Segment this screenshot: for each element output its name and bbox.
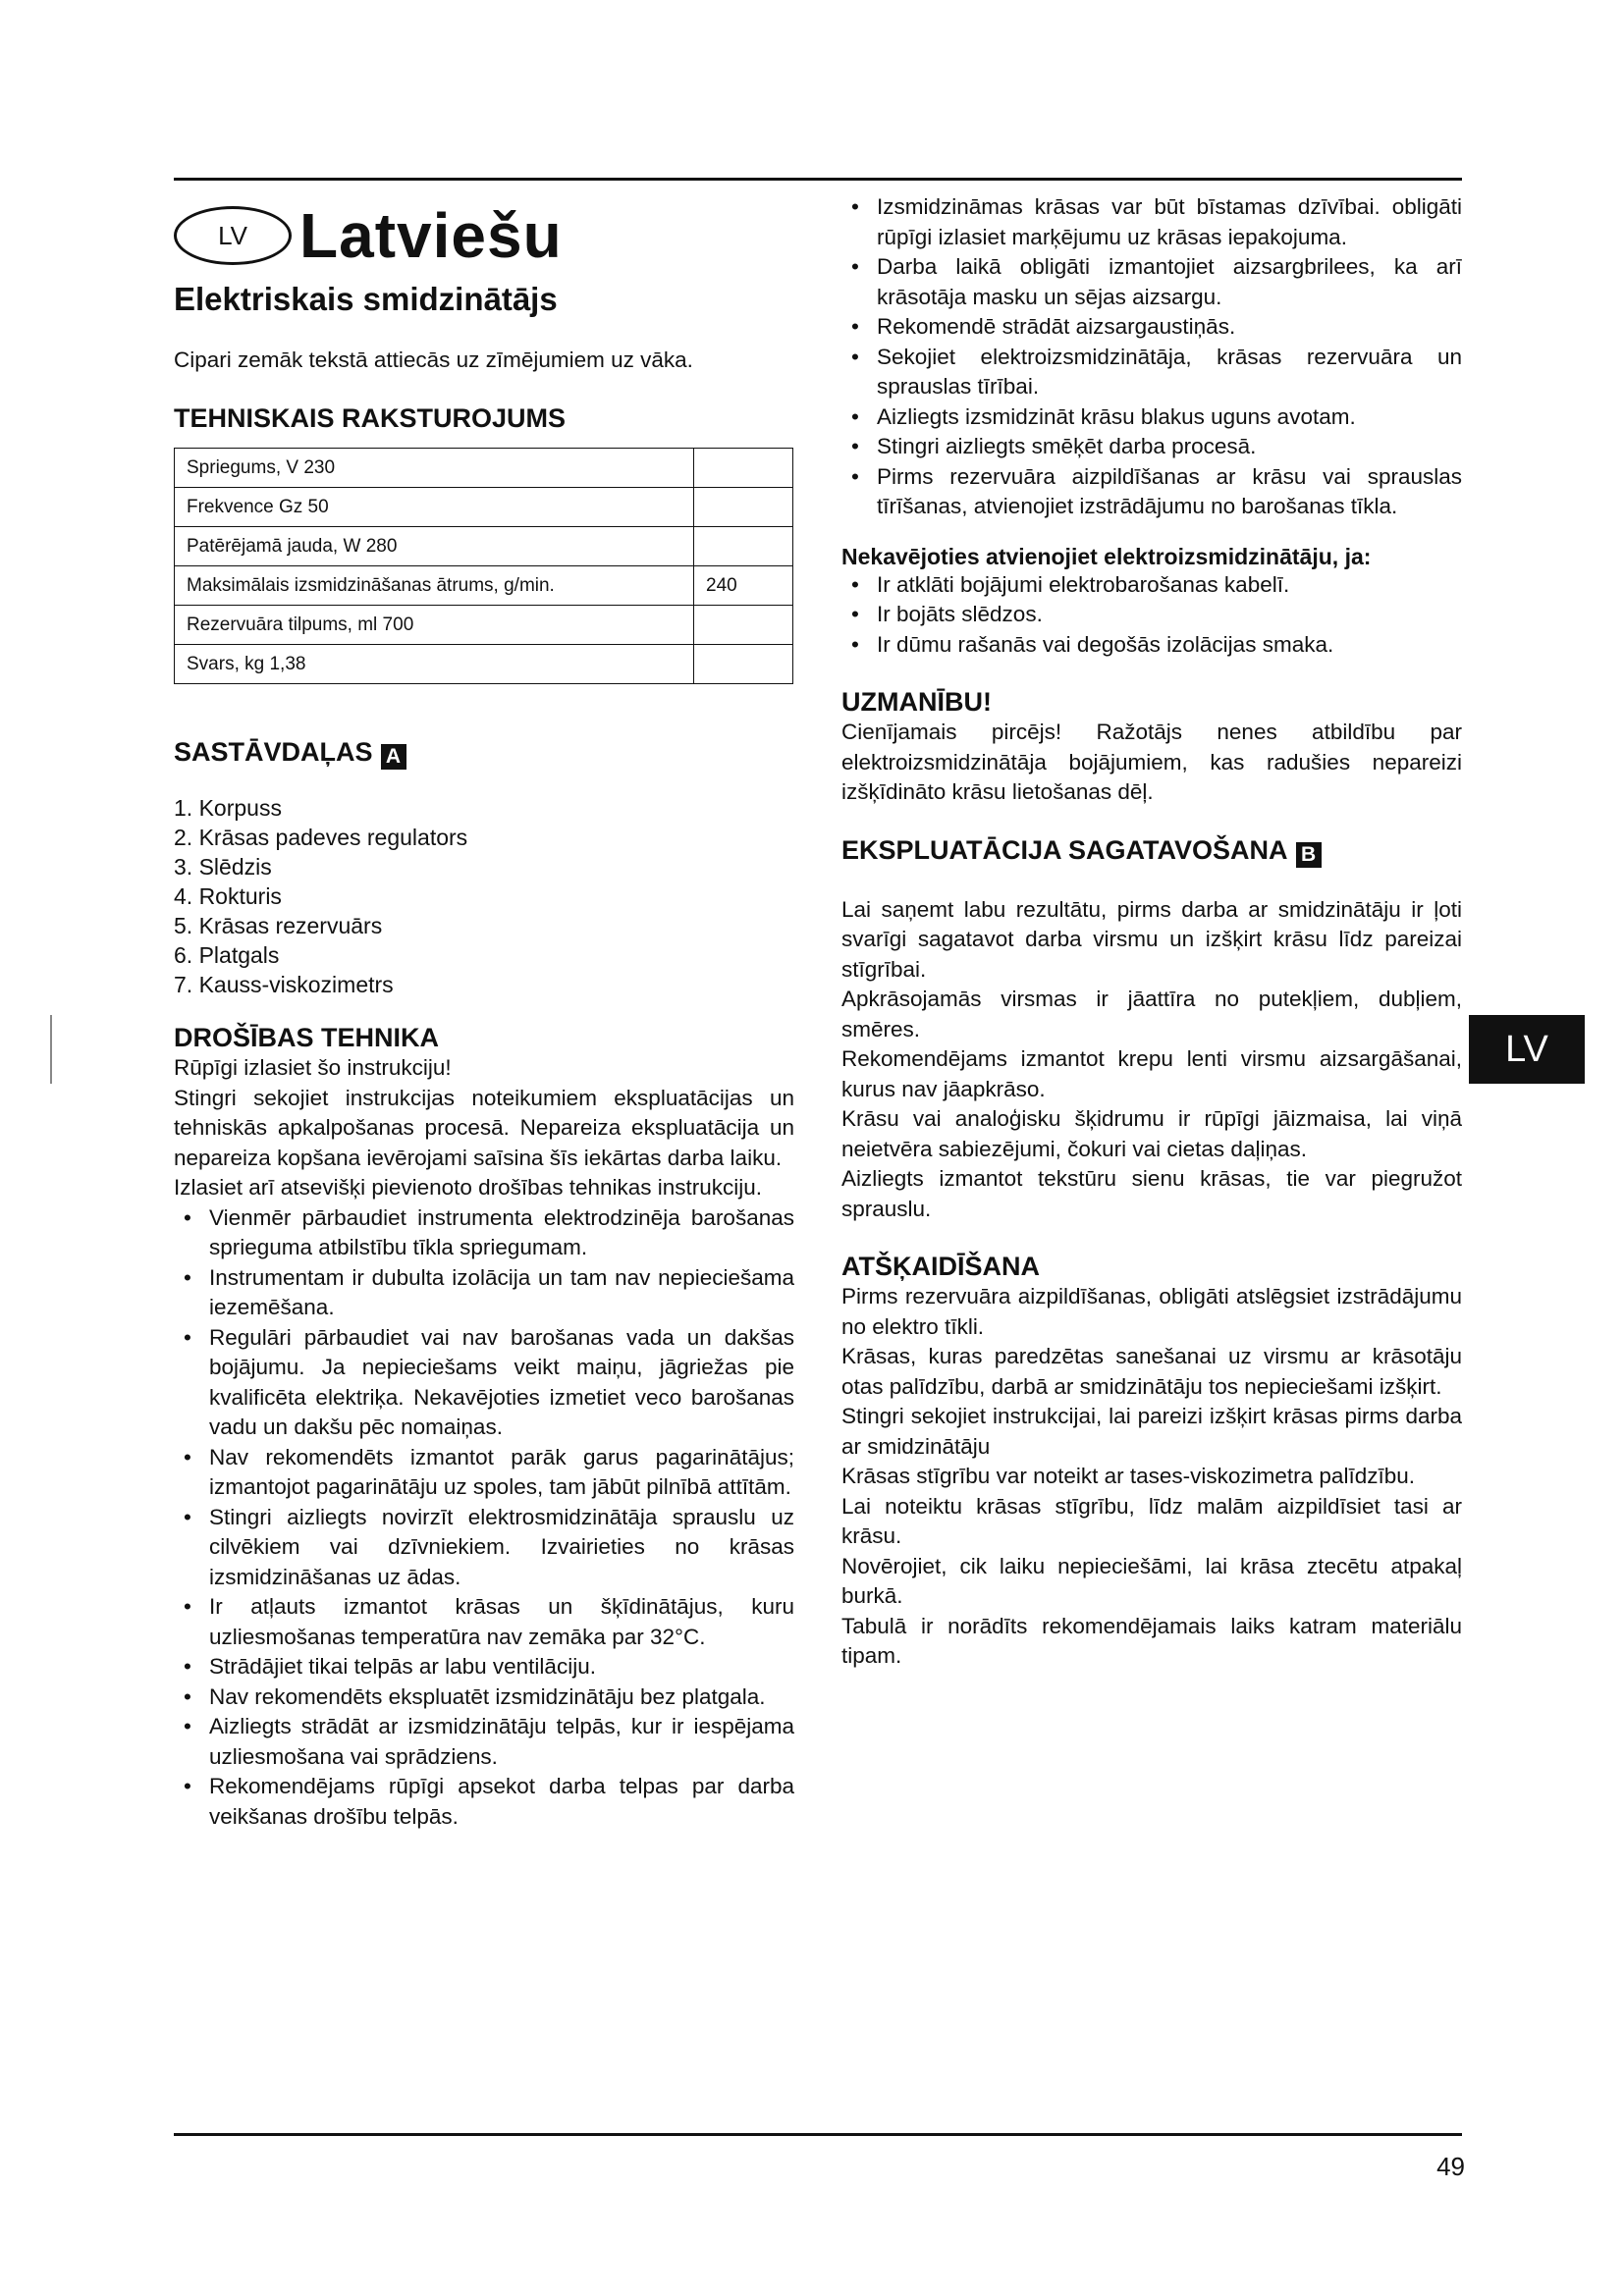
figure-a-badge: A — [381, 744, 406, 770]
list-item: • Izsmidzināmas krāsas var būt bīstamas dzīvībai. obligāti rūpīgi izlasiet marķējumu uz krāsas iepakojuma. — [841, 192, 1462, 252]
list-item: 2. Krāsas padeves regulators — [174, 825, 468, 850]
list-item: • Stingri aizliegts smēķēt darba procesā. — [841, 432, 1462, 462]
list-item: 6. Platgals — [174, 942, 280, 968]
thinning-paragraph: Tabulā ir norādīts rekomendējamais laiks katram materiālu tipam. — [841, 1613, 1462, 1668]
list-item: 4. Rokturis — [174, 883, 282, 909]
components-heading — [174, 737, 794, 770]
language-oval-badge: LV — [174, 206, 292, 265]
safety-paragraph: Izlasiet arī atsevišķi pievienoto drošības tehnikas instrukciju. — [174, 1175, 763, 1200]
product-subtitle: Elektriskais smidzinātājs — [174, 281, 558, 317]
list-item: • Vienmēr pārbaudiet instrumenta elektrodzinēja barošanas sprieguma atbilstību tīkla spriegumam. — [174, 1203, 794, 1263]
preparation-heading — [841, 835, 1462, 868]
thinning-paragraph: Stingri sekojiet instrukcijai, lai pareizi izšķirt krāsas pirms darba ar smidzinātāju — [841, 1404, 1462, 1459]
spec-label: Svars, kg 1,38 — [175, 645, 694, 684]
table-row — [175, 606, 793, 645]
thinning-heading: ATŠĶAIDĪŠANA — [841, 1252, 1040, 1281]
preparation-paragraph: Krāsu vai analoģisku šķidrumu ir rūpīgi jāizmaisa, lai viņā neietvēra sabiezējumi, čokuri vai cietas daļiņas. — [841, 1106, 1462, 1161]
safety-bullet-list — [174, 1203, 794, 1833]
preparation-paragraph: Rekomendējams izmantot krepu lenti virsmu aizsargāšanai, kurus nav jāapkrāso. — [841, 1046, 1462, 1101]
spec-label: Frekvence Gz 50 — [175, 488, 694, 527]
table-row — [175, 566, 793, 606]
preparation-section — [841, 895, 1462, 1225]
table-row — [175, 449, 793, 488]
spec-value — [694, 606, 793, 645]
spec-label: Spriegums, V 230 — [175, 449, 694, 488]
safety-paragraph: Rūpīgi izlasiet šo instrukciju! — [174, 1055, 452, 1080]
preparation-paragraph: Aizliegts izmantot tekstūru sienu krāsas, tie var piegružot sprauslu. — [841, 1166, 1462, 1221]
list-item: • Sekojiet elektroizsmidzinātāja, krāsas rezervuāra un sprauslas tīrībai. — [841, 343, 1462, 402]
preparation-paragraph: Apkrāsojamās virsmas ir jāattīra no putekļiem, dubļiem, smēres. — [841, 987, 1462, 1041]
list-item: 7. Kauss-viskozimetrs — [174, 972, 394, 997]
intro-text: Cipari zemāk tekstā attiecās uz zīmējumiem uz vāka. — [174, 347, 693, 372]
spec-value — [694, 527, 793, 566]
figure-b-badge: B — [1296, 842, 1322, 868]
list-item: • Darba laikā obligāti izmantojiet aizsargbrilees, ka arī krāsotāja masku un sējas aizsargu. — [841, 252, 1462, 312]
specs-table — [174, 448, 793, 684]
safety-paragraph: Stingri sekojiet instrukcijas noteikumiem ekspluatācijas un tehniskās apkalpošanas procesā. Nepareiza ekspluatācija un nepareiza kopšana ievērojami saīsina šīs iekārtas darba laiku. — [174, 1085, 794, 1170]
page-title: Latviešu — [299, 200, 563, 271]
spec-label: Patērējamā jauda, W 280 — [175, 527, 694, 566]
thinning-paragraph: Novērojiet, cik laiku nepieciešāmi, lai krāsa ztecētu atpakaļ burkā. — [841, 1553, 1462, 1608]
attention-heading: UZMANĪBU! — [841, 687, 992, 717]
thinning-paragraph: Pirms rezervuāra aizpildīšanas, obligāti atslēgsiet izstrādājumu no elektro tīkli. — [841, 1284, 1462, 1339]
list-item: • Ir bojāts slēdzos. — [841, 600, 1462, 630]
spec-value — [694, 488, 793, 527]
hazard-bullet-list — [841, 192, 1462, 522]
right-column — [841, 192, 1462, 1672]
preparation-heading-text: EKSPLUATĀCIJA SAGATAVOŠANA — [841, 834, 1288, 865]
list-item: • Strādājiet tikai telpās ar labu ventilāciju. — [174, 1652, 794, 1682]
list-item: • Regulāri pārbaudiet vai nav barošanas vada un dakšas bojājumu. Ja nepieciešams veikt maiņu, jāgriežas pie kvalificēta elektriķa. Nekavējoties izmetiet veco barošanas vadu un dakšu pēc nomaiņas. — [174, 1323, 794, 1443]
margin-mark — [50, 1015, 52, 1084]
list-item: • Ir atļauts izmantot krāsas un šķīdinātājus, kuru uzliesmošanas temperatūra nav zemāka par 32°C. — [174, 1592, 794, 1652]
thinning-paragraph: Krāsas, kuras paredzētas sanešanai uz virsmu ar krāsotāju otas palīdzību, darbā ar smidzinātāju tos nepieciešami izšķirt. — [841, 1344, 1462, 1399]
list-item: • Instrumentam ir dubulta izolācija un tam nav nepieciešama iezemēšana. — [174, 1263, 794, 1323]
spec-value — [694, 449, 793, 488]
specs-heading: TEHNISKAIS RAKSTUROJUMS — [174, 403, 567, 433]
spec-label: Rezervuāra tilpums, ml 700 — [175, 606, 694, 645]
list-item: • Aizliegts strādāt ar izsmidzinātāju telpās, kur ir iespējama uzliesmošana vai sprādziens. — [174, 1712, 794, 1772]
list-item: 5. Krāsas rezervuārs — [174, 913, 383, 938]
list-item: • Stingri aizliegts novirzīt elektrosmidzinātāja sprauslu uz cilvēkiem vai dzīvniekiem. Izvairieties no krāsas izsmidzināšanas uz ādas. — [174, 1503, 794, 1593]
list-item: • Rekomendē strādāt aizsargaustiņās. — [841, 312, 1462, 343]
disconnect-bullet-list — [841, 570, 1462, 661]
list-item: • Pirms rezervuāra aizpildīšanas ar krāsu vai sprauslas tīrīšanas, atvienojiet izstrādājumu no barošanas tīkla. — [841, 462, 1462, 522]
list-item: • Aizliegts izsmidzināt krāsu blakus uguns avotam. — [841, 402, 1462, 433]
attention-text: Cienījamais pircējs! Ražotājs nenes atbildību par elektroizsmidzinātāja bojājumiem, kas radušies nepareizi izšķīdināto krāsu lietošanas dēļ. — [841, 720, 1462, 804]
list-item: 1. Korpuss — [174, 795, 282, 821]
list-item: • Ir atklāti bojājumi elektrobarošanas kabelī. — [841, 570, 1462, 601]
table-row — [175, 527, 793, 566]
list-item: 3. Slēdzis — [174, 854, 272, 880]
preparation-paragraph: Lai saņemt labu rezultātu, pirms darba ar smidzinātāju ir ļoti svarīgi sagatavot darba virsmu un izšķirt krāsu līdz pareizai stīgrībai. — [841, 896, 1462, 982]
title-row — [174, 196, 794, 275]
components-list — [174, 793, 794, 999]
thinning-paragraph: Krāsas stīgrību var noteikt ar tases-viskozimetra palīdzību. — [841, 1464, 1415, 1488]
list-item: • Nav rekomendēts ekspluatēt izsmidzinātāju bez platgala. — [174, 1682, 794, 1713]
disconnect-heading: Nekavējoties atvienojiet elektroizsmidzinātāju, ja: — [841, 543, 1372, 569]
spec-value: 240 — [694, 566, 793, 606]
left-column — [174, 192, 794, 1832]
list-item: • Ir dūmu rašanās vai degošās izolācijas smaka. — [841, 630, 1462, 661]
thinning-paragraph: Lai noteiktu krāsas stīgrību, līdz malām aizpildīsiet tasi ar krāsu. — [841, 1493, 1462, 1548]
table-row — [175, 645, 793, 684]
list-item: • Nav rekomendēts izmantot parāk garus pagarinātājus; izmantojot pagarinātāju uz spoles, tam jābūt pilnībā attītām. — [174, 1443, 794, 1503]
spec-label: Maksimālais izsmidzināšanas ātrums, g/min. — [175, 566, 694, 606]
bottom-rule — [174, 2133, 1462, 2136]
safety-heading: DROŠĪBAS TEHNIKA — [174, 1023, 440, 1052]
spec-value — [694, 645, 793, 684]
list-item: • Rekomendējams rūpīgi apsekot darba telpas par darba veikšanas drošību telpās. — [174, 1772, 794, 1832]
page-number: 49 — [1436, 2152, 1465, 2181]
top-rule — [174, 178, 1462, 181]
language-side-tab: LV — [1469, 1015, 1585, 1084]
components-heading-text: SASTĀVDAĻAS — [174, 737, 373, 767]
table-row — [175, 488, 793, 527]
